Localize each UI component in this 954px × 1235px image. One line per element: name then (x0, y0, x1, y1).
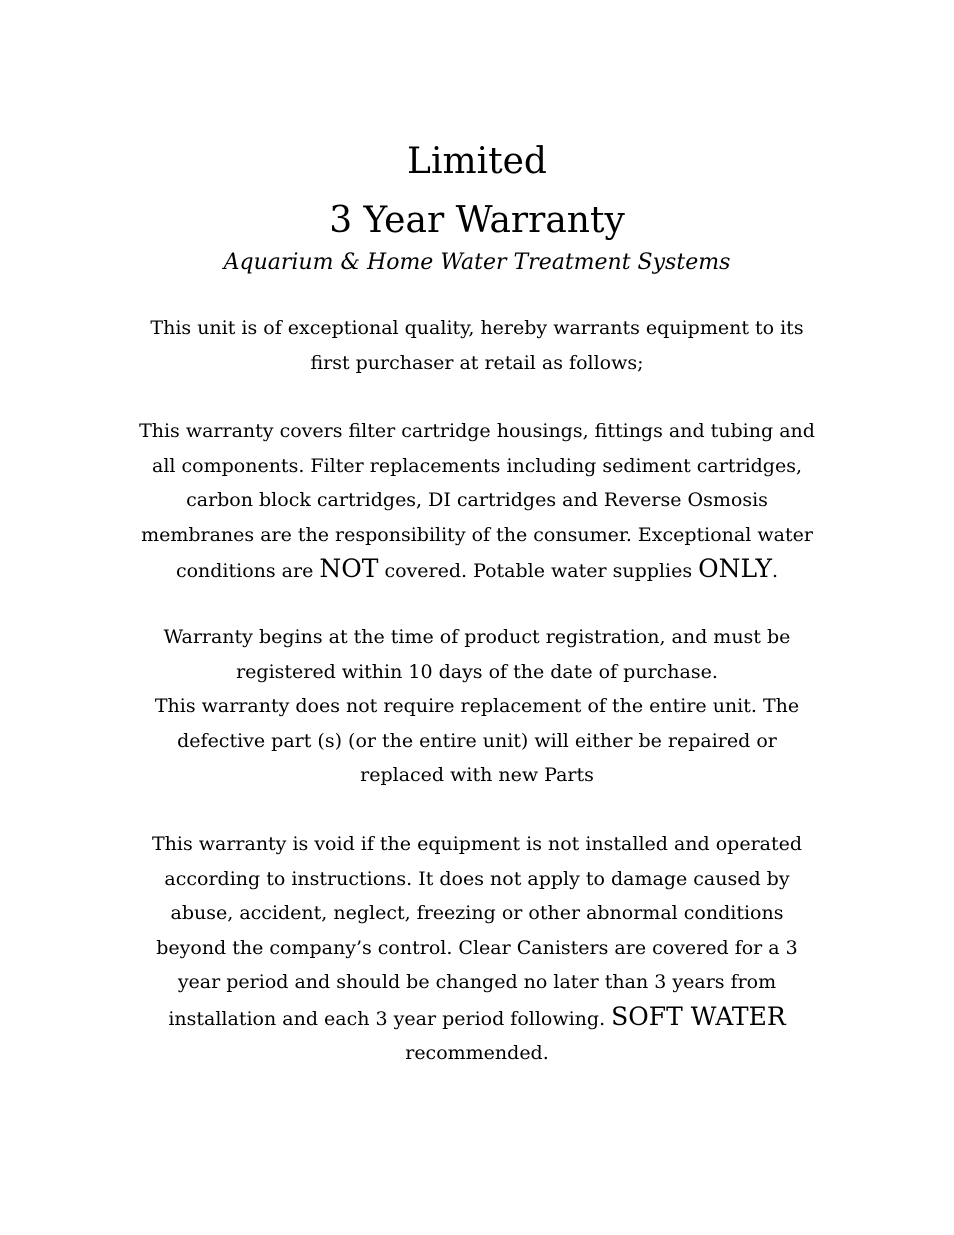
coverage-text-b: covered. Potable water supplies (378, 560, 699, 582)
registration-paragraph (137, 620, 817, 793)
coverage-text-a: This warranty covers filter cartridge housings, fittings and tubing and all components. Filter replacements including sediment cartridges, carbon block cartridges, DI cartridges and Reverse Osmosis membranes are the responsibility of the consumer. Exceptional water conditions are (139, 420, 815, 582)
void-conditions-paragraph (137, 827, 817, 1071)
coverage-text-c: . (772, 560, 779, 582)
coverage-emphasis-only: ONLY (698, 554, 773, 583)
page-subtitle: Aquarium & Home Water Treatment Systems (223, 250, 731, 275)
page-title-warranty: 3 Year Warranty (329, 200, 625, 242)
void-conditions-text-a: This warranty is void if the equipment is not installed and operated according to instructions. It does not apply to damage caused by abuse, accident, neglect, freezing or other abnormal conditions beyond the company’s control. Clear Canisters are covered for a 3 year period and should be changed no later than 3 years from installation and each 3 year period following. (151, 833, 803, 1030)
coverage-text (137, 414, 817, 589)
registration-text: Warranty begins at the time of product registration, and must be registered within 10 days of the date of purchase. (163, 626, 791, 683)
intro-text: This unit is of exceptional quality, hereby warrants equipment to its first purchaser at retail as follows; (150, 317, 804, 374)
coverage-paragraph (137, 414, 817, 589)
intro-paragraph (137, 311, 817, 380)
void-conditions-text (137, 827, 817, 1071)
void-conditions-text-b: recommended. (405, 1042, 549, 1064)
coverage-emphasis-not: NOT (319, 554, 379, 583)
page-title-limited: Limited (407, 141, 547, 183)
soft-water-emphasis: SOFT WATER (611, 1001, 786, 1031)
replacement-text: This warranty does not require replacement of the entire unit. The defective part (s) (or the entire unit) will either be repaired or replaced with new Parts (154, 695, 800, 786)
